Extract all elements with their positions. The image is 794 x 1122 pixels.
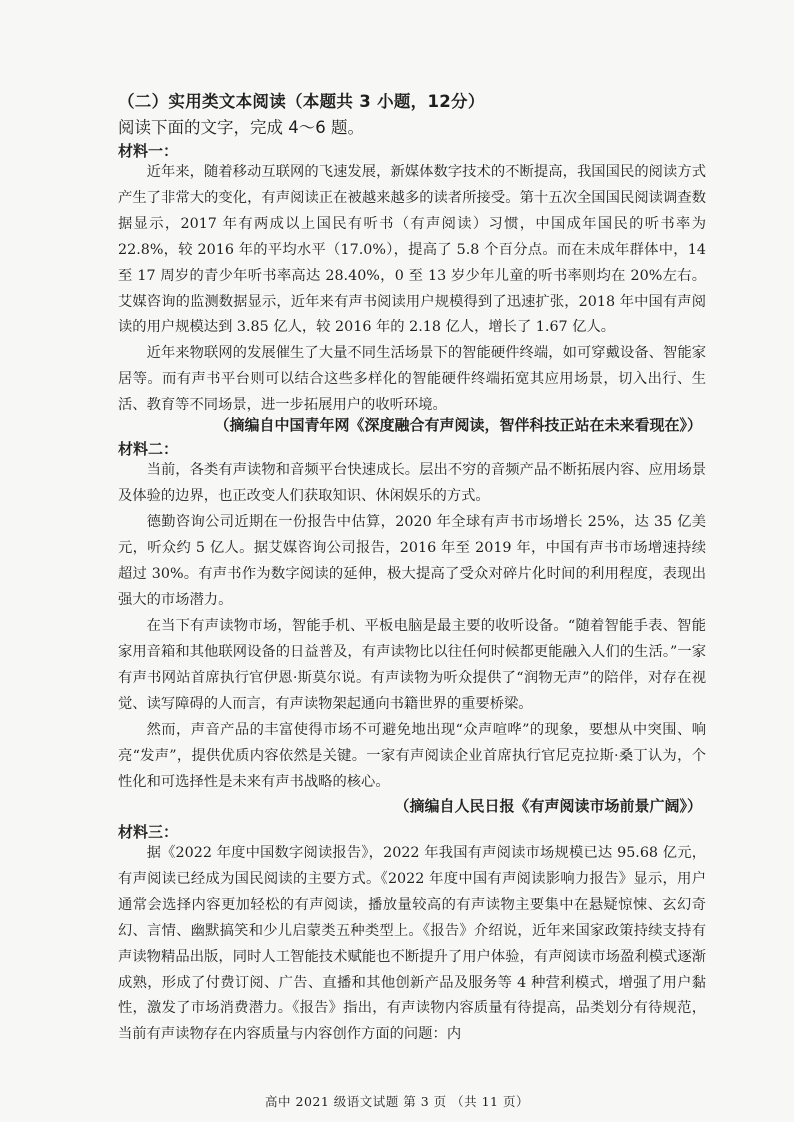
material2-paragraph: 在当下有声读物市场，智能手机、平板电脑是最主要的收听设备。“随着智能手表、智能家用音箱和其他联网设备的日益普及，有声读物比以往任何时候都更能融入人们的生活。”一家有声书网站首席执行官伊恩·斯莫尔说。有声读物为听众提供了“润物无声”的陪伴，对存在视觉、读写障碍的人而言，有声读物架起通向书籍世界的重要桥梁。 xyxy=(118,618,706,712)
material2-paragraph: 当前，各类有声读物和音频平台快速成长。层出不穷的音频产品不断拓展内容、应用场景及体验的边界，也正改变人们获取知识、休闲娱乐的方式。 xyxy=(118,462,706,504)
material3-paragraph: 据《2022 年度中国数字阅读报告》，2022 年我国有声阅读市场规模已达 95.68 亿元，有声阅读已经成为国民阅读的主要方式。《2022 年度中国有声阅读影响力报告》显示，用户通常会选择内容更加轻松的有声阅读，播放量较高的有声读物主要集中在悬疑惊悚、玄幻奇幻、言情、幽默搞笑和少儿启蒙类五种类型上。《报告》介绍说，近年来国家政策持续支持有声读物精品出版，同时人工智能技术赋能也不断提升了用户体验，有声阅读市场盈利模式逐渐成熟，形成了付费订阅、广告、直播和其他创新产品及服务等 4 种营利模式，增强了用户黏性，激发了市场消费潜力。《报告》指出，有声读物内容质量有待提高，品类划分有待规范，当前有声读物存在内容质量与内容创作方面的问题：内 xyxy=(118,845,706,1043)
material2-label: 材料二： xyxy=(118,440,179,458)
instruction: 阅读下面的文字，完成 4～6 题。 xyxy=(118,118,364,137)
material2-paragraph: 德勤咨询公司近期在一份报告中估算，2020 年全球有声书市场增长 25%，达 35 亿美元，听众约 5 亿人。据艾媒咨询公司报告，2016 年至 2019 年，中国有声书市场增速持续超过 30%。有声书作为数字阅读的延伸，极大提高了受众对碎片化时间的利用程度，表现出强大的市场潜力。 xyxy=(118,514,706,608)
page-footer: 高中 2021 级语文试题 第 3 页 （共 11 页） xyxy=(265,1094,529,1109)
material1-source: （摘编自中国青年网《深度融合有声阅读，智伴科技正站在未来看现在》） xyxy=(214,416,702,434)
section-heading: （二）实用类文本阅读（本题共 3 小题，12分） xyxy=(118,92,485,111)
material1-paragraph: 近年来物联网的发展催生了大量不同生活场景下的智能硬件终端，如可穿戴设备、智能家居等。而有声书平台则可以结合这些多样化的智能硬件终端拓宽其应用场景，切入出行、生活、教育等不同场景，进一步拓展用户的收听环境。 xyxy=(118,345,706,413)
material1-paragraph: 近年来，随着移动互联网的飞速发展，新媒体数字技术的不断提高，我国国民的阅读方式产生了非常大的变化，有声阅读正在被越来越多的读者所接受。第十五次全国国民阅读调查数据显示，2017 年有两成以上国民有听书（有声阅读）习惯，中国成年国民的听书率为 22.8%，较 2016 年的平均水平（17.0%），提高了 5.8 个百分点。而在未成年群体中，14 至 17 周岁的青少年听书率高达 28.40%，0 至 13 岁少年儿童的听书率则均在 20%左右。艾媒咨询的监测数据显示，近年来有声书阅读用户规模得到了迅速扩张，2018 年中国有声阅读的用户规模达到 3.85 亿人，较 2016 年的 2.18 亿人，增长了 1.67 亿人。 xyxy=(118,164,706,336)
material2-source: （摘编自人民日报《有声阅读市场前景广阔》） xyxy=(394,797,702,815)
material3-label: 材料三： xyxy=(118,823,179,841)
material2-paragraph: 然而，声音产品的丰富使得市场不可避免地出现“众声喧哗”的现象，要想从中突围、响亮“发声”，提供优质内容依然是关键。一家有声阅读企业首席执行官尼克拉斯·桑丁认为，个性化和可选择性是未来有声书战略的核心。 xyxy=(118,722,706,790)
material1-label: 材料一： xyxy=(118,142,179,160)
